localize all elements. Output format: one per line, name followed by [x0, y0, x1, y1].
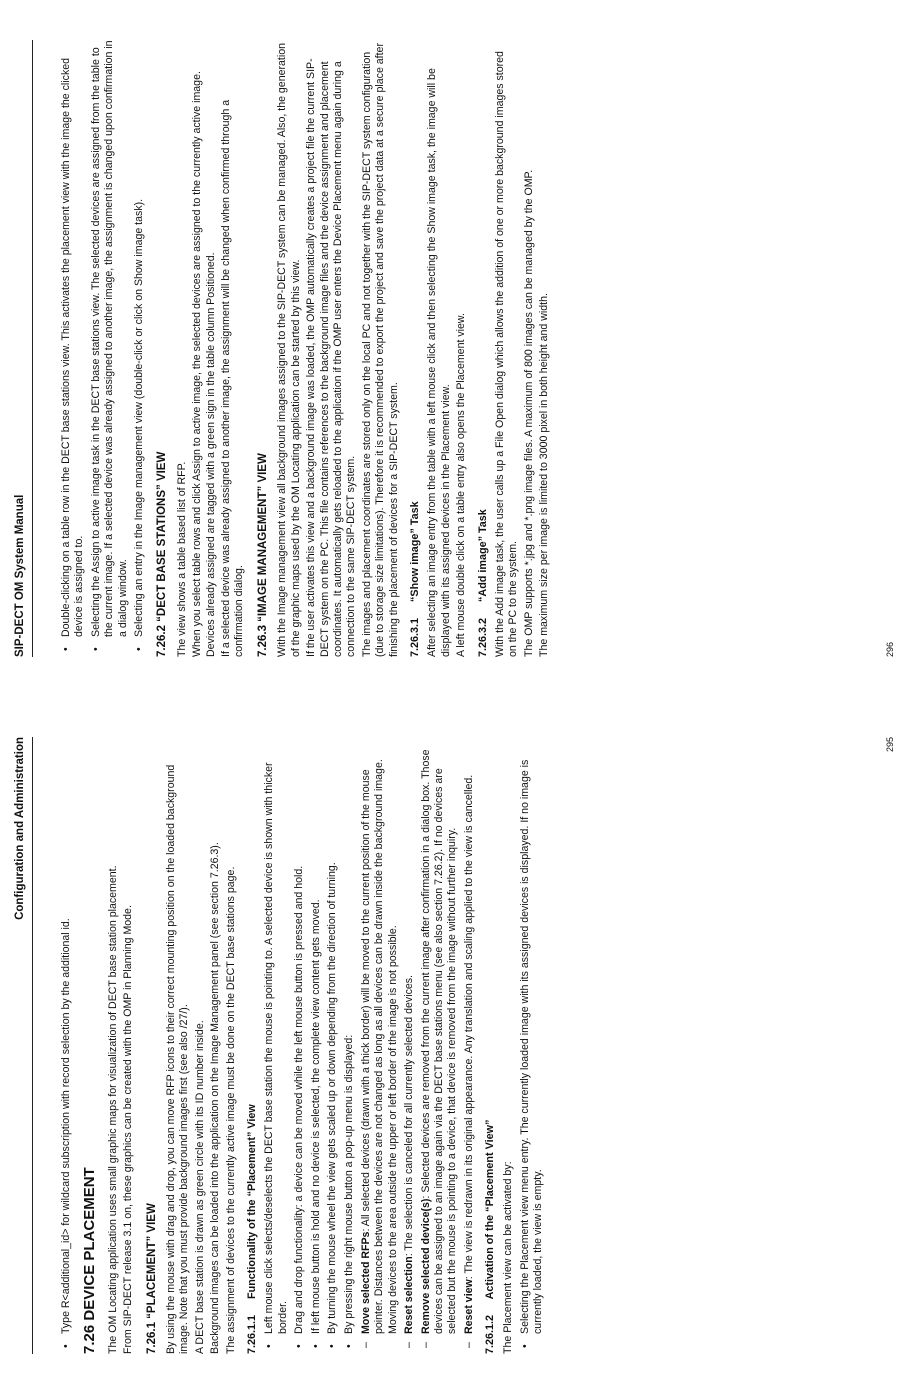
paragraph: If a selected device was already assigned to another image, the assignment will be changed when confirmed through a confirmation dialog.: [220, 99, 246, 657]
list-item: • Drag and drop functionality: a device can be moved while the left mouse button is pressed and hold.: [293, 737, 306, 1334]
section-heading-text: Activation of the “Placement View”: [484, 1119, 497, 1300]
running-header-left: Configuration and Administration: [14, 737, 33, 1354]
term: Reset view: [462, 1279, 475, 1334]
paragraph: The OM Locating application uses small graphic maps for visualization of DECT base station placement.: [106, 865, 119, 1354]
intro-bullet-list: [60, 737, 73, 1354]
paragraph: The OMP supports *.jpg and *.png image files. A maximum of 800 images can be managed by the OMP.: [522, 169, 535, 657]
paragraph: A left mouse double click on a table entry also opens the Placement view.: [455, 313, 468, 657]
term-description: : All selected devices (drawn with a thick border) will be moved to the current position of the mouse pointer. Distances between the devices are not changed as long as all devices can be drawn inside the background image. Moving devices to the area outside the upper or left border of the image is not possible.: [359, 759, 399, 1334]
section-heading-text: Functionality of the “Placement” View: [246, 1104, 259, 1299]
paragraph: The assignment of devices to the currently active image must be done on the DECT base stations page.: [224, 866, 237, 1354]
section-title-7-26-3-2: [477, 40, 490, 657]
list-item: • Type R<additional_id> for wildcard subscription with record selection by the additional id.: [60, 737, 73, 1334]
section-number: 7.26.1.1: [246, 1314, 259, 1354]
paragraph: The images and placement coordinates are stored only on the local PC and not together with the SIP-DECT system configuration (due to storage size limitations). Therefore it is recommended to export the project and save the project data at a secure place after finishing the placement of devices for a SIP-DECT system.: [360, 43, 400, 657]
page-body-left: [56, 737, 550, 1354]
paragraph: If the user activates this view and a background image was loaded, the OMP automatically creates a project file the current SIP-DECT system on the PC. This file contains references to the background image files and the device assignment and placement coordinates. It automatically gets reloaded to the application if the OMP user enters the Device Placement menu again during a connection to the same SIP-DECT system.: [305, 58, 358, 657]
list-item: [360, 737, 400, 1334]
list-item: [463, 737, 476, 1334]
section-title-7-26-1-1: [246, 737, 259, 1354]
functionality-list: [263, 737, 355, 1354]
list-item: • If left mouse button is hold and no device is selected, the complete view content gets moved.: [310, 737, 323, 1334]
term-description: : Selected devices are removed from the current image after confirmation in a dialog box. Those devices can be assigned to an image again via the DECT base stations menu (see also section 7.26.2). If no devices are selected but the mouse is pointing to a device, that device is removed from the image without further inquiry.: [419, 749, 459, 1334]
list-item: • Selecting an entry in the Image management view (double-click or click on Show image task).: [133, 40, 146, 637]
term-description: : The selection is canceled for all currently selected devices.: [403, 974, 416, 1257]
list-item: • Left mouse click selects/deselects the DECT base station the mouse is pointing to. A selected device is shown with thicker border.: [263, 737, 290, 1334]
page-number: 295: [885, 737, 895, 753]
section-heading-text: “Add image” Task: [476, 509, 489, 602]
section-title-7-26-2: 7.26.2 “DECT BASE STATIONS” VIEW: [156, 451, 169, 657]
section-title-7-26-1-2: [484, 737, 497, 1354]
paragraph: After selecting an image entry from the table with a left mouse click and then selecting the Show image task, the image will be displayed with its assigned devices in the Placement view.: [426, 68, 452, 657]
paragraph: With the Add image task, the user calls up a File Open dialog which allows the addition of one or more background images stored on the PC to the system.: [493, 51, 520, 657]
running-header-right: SIP-DECT OM System Manual: [14, 40, 33, 657]
paragraph: The view shows a table based list of RFP.: [175, 461, 188, 657]
list-item: • Selecting the Assign to active image task in the DECT base stations view. The selected devices are assigned from the table to the current image. If a selected device was already assigned to another image, the assignment is changed upon confirmation in a dialog window.: [90, 40, 130, 637]
page-body-right: [56, 40, 554, 657]
page-number: 296: [885, 641, 895, 657]
list-item: [420, 737, 460, 1334]
activation-list-continued: [60, 40, 146, 657]
page-295: [0, 697, 901, 1394]
section-number: 7.26.1.2: [484, 1314, 497, 1354]
paragraph: The maximum size per image is limited to 3000 pixel in both height and width.: [538, 293, 551, 657]
term-description: : The view is redrawn in its original appearance. Any translation and scaling applied to the view is cancelled.: [462, 774, 475, 1280]
paragraph: When you select table rows and click Assign to active image, the selected devices are assigned to the currently active image. Devices already assigned are tagged with a green sign in the table column Positioned.: [191, 71, 217, 657]
paragraph: With the Image management view all background images assigned to the SIP-DECT system can be managed. Also, the generation of the graphic maps used by the OM Locating application can be started by this view.: [276, 43, 302, 657]
list-item: • Double-clicking on a table row in the DECT base stations view. This activates the placement view with the image the clicked device is assigned to.: [60, 40, 87, 637]
section-title-7-26-3: 7.26.3 “IMAGE MANAGEMENT” VIEW: [256, 453, 269, 657]
section-title-7-26: 7.26 DEVICE PLACEMENT: [81, 1167, 99, 1354]
paragraph: The Placement view can be activated by:: [501, 1161, 514, 1354]
term: Reset selection: [403, 1256, 416, 1334]
paragraph: A DECT base station is drawn as green circle with its ID number inside.: [193, 1020, 206, 1354]
list-item: • By turning the mouse wheel the view gets scaled up or down depending from the direction of turning.: [326, 737, 339, 1334]
list-item: [403, 737, 416, 1334]
section-number: 7.26.3.2: [476, 617, 489, 657]
section-title-7-26-1: 7.26.1 “PLACEMENT” VIEW: [145, 1203, 158, 1354]
term: Remove selected device(s): [419, 1198, 432, 1334]
section-title-7-26-3-1: [409, 40, 422, 657]
list-item: • By pressing the right mouse button a pop-up menu is displayed:: [343, 737, 356, 1334]
list-item: • Selecting the Placement view menu entry. The currently loaded image with its assigned devices is displayed. If no image is currently loaded, the view is empty.: [519, 737, 546, 1334]
paragraph: From SIP-DECT release 3.1 on, these graphics can be created with the OMP in Planning Mode.: [122, 905, 135, 1354]
activation-list: [519, 737, 546, 1354]
section-heading-text: “Show image” Task: [408, 501, 421, 602]
paragraph: By using the mouse with drag and drop, you can move RFP icons to their correct mounting position on the loaded background image. Note that you must provide background images first (see also /27/).: [165, 764, 191, 1354]
paragraph: Background images can be loaded into the application on the Image Management panel (see section 7.26.3).: [209, 842, 222, 1354]
section-number: 7.26.3.1: [408, 617, 421, 657]
term: Move selected RFPs: [359, 1231, 372, 1334]
popup-menu-items: [360, 737, 476, 1354]
